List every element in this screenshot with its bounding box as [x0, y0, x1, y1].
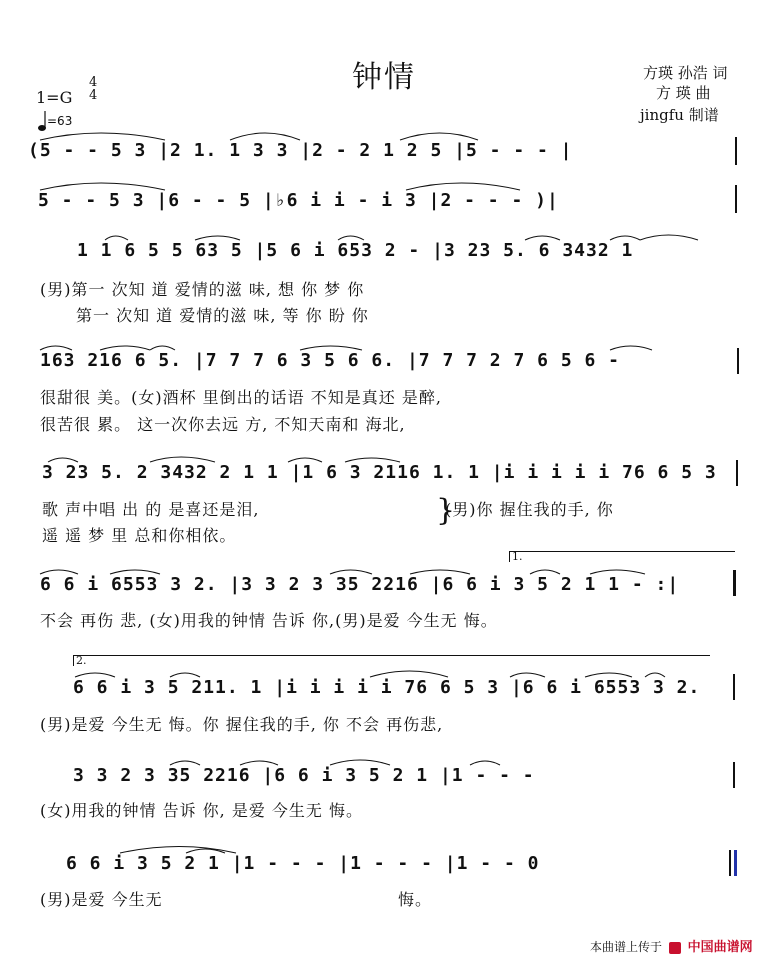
verse-brace: }: [436, 493, 457, 528]
notation-row-7: 6 6 i 3 5 211. 1 |i i i i i 76 6 5 3 |6 6 i 6553 3 2.: [73, 677, 701, 698]
site-logo-icon: [669, 942, 681, 954]
lyric-row-7: (男)是爱 今生无 悔。你 握住我的手, 你 不会 再伤悲,: [40, 715, 444, 734]
transcriber-credit: jingfu 制谱: [640, 106, 719, 124]
lyric-row-5-verse-2: 遥 遥 梦 里 总和你相依。: [42, 526, 237, 545]
lyric-row-9-a: (男)是爱 今生无: [40, 890, 163, 909]
tempo-marking: =63: [47, 114, 73, 128]
first-ending-label: 1.: [512, 550, 523, 563]
notation-row-2: 5 - - 5 3 |6 - - 5 |♭6 i i - i 3 |2 - - - )|: [38, 190, 559, 211]
lyricist-credit: 方瑛 孙浩 词: [643, 64, 728, 82]
notation-row-9: 6 6 i 3 5 2 1 |1 - - - |1 - - - |1 - - 0: [66, 853, 540, 874]
notation-row-1: (5 - - 5 3 |2 1. 1 3 3 |2 - 2 1 2 5 |5 - - - |: [28, 140, 573, 161]
lyric-row-4-verse-2: 很苦很 累。 这一次你去远 方, 不知天南和 海北,: [40, 415, 406, 434]
lyric-row-3-verse-2: 第一 次知 道 爱情的滋 味, 等 你 盼 你: [76, 306, 369, 325]
lyric-row-4-verse-1: 很甜很 美。(女)酒杯 里倒出的话语 不知是真还 是醉,: [40, 388, 442, 407]
footer-upload-note: [590, 936, 753, 955]
key-signature: 1=G: [36, 88, 73, 107]
composer-credit: 方 瑛 曲: [656, 84, 711, 102]
notation-row-5: 3 23 5. 2 3432 2 1 1 |1 6 3 2116 1. 1 |i i i i i 76 6 5 3: [42, 462, 717, 483]
footer-site-name[interactable]: 中国曲谱网: [687, 940, 753, 955]
second-ending-label: 2.: [76, 654, 87, 667]
notation-row-6: 6 6 i 6553 3 2. |3 3 2 3 35 2216 |6 6 i 3 5 2 1 1 - :|: [40, 574, 680, 595]
score-title: 钟情: [352, 60, 416, 95]
notation-row-8: 3 3 2 3 35 2216 |6 6 i 3 5 2 1 |1 - - -: [73, 765, 535, 786]
lyric-row-5-male-part: (男)你 握住我的手, 你: [445, 500, 614, 519]
lyric-row-6: 不会 再伤 悲, (女)用我的钟情 告诉 你,(男)是爱 今生无 悔。: [40, 611, 498, 630]
lyric-row-9-b: 悔。: [398, 890, 433, 909]
lyric-row-3-verse-1: (男)第一 次知 道 爱情的滋 味, 想 你 梦 你: [40, 280, 365, 299]
footer-upload-text: 本曲谱上传于: [590, 940, 663, 954]
notation-row-4: 163 216 6 5. |7 7 7 6 3 5 6 6. |7 7 7 2 7 6 5 6 -: [40, 350, 621, 371]
time-signature: 4 4: [89, 75, 98, 103]
lyric-row-8: (女)用我的钟情 告诉 你, 是爱 今生无 悔。: [40, 801, 364, 820]
lyric-row-5-verse-1: 歌 声中唱 出 的 是喜还是泪,: [42, 500, 260, 519]
notation-row-3: 1 1 6 5 5 63 5 |5 6 i 653 2 - |3 23 5. 6 3432 1: [77, 240, 634, 261]
